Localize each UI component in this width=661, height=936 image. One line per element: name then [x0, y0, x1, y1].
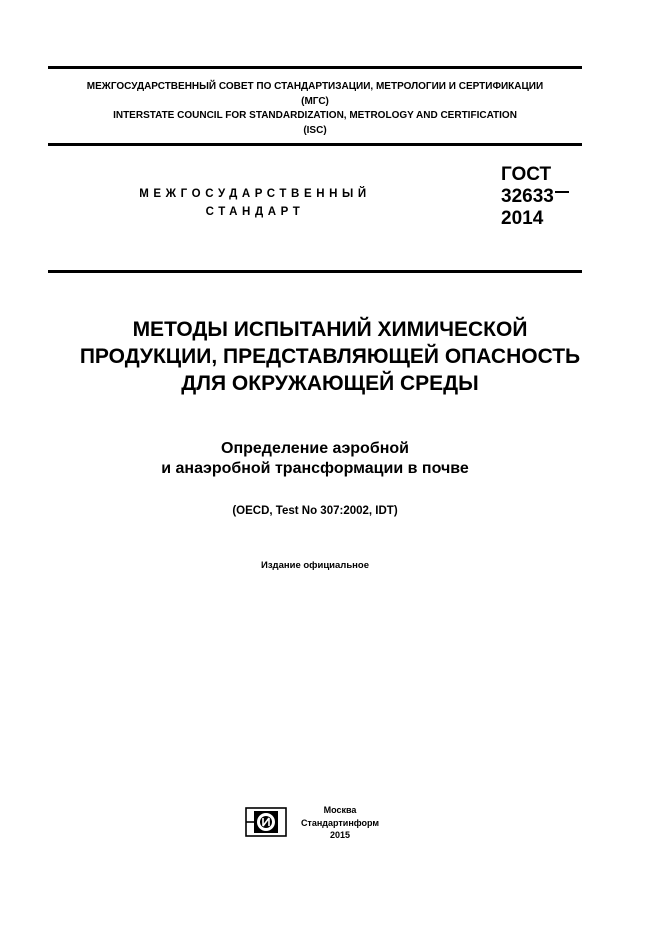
oecd-reference: (OECD, Test No 307:2002, IDT)	[232, 505, 398, 517]
gost-year: 2014	[501, 208, 544, 229]
document-title-line1: МЕТОДЫ ИСПЫТАНИЙ ХИМИЧЕСКОЙ	[132, 318, 528, 341]
standard-kind-line2: СТАНДАРТ	[205, 206, 305, 218]
designation-bottom-rule	[48, 270, 582, 273]
council-abbr-ru: (МГС)	[301, 95, 329, 107]
publisher-name: Стандартинформ	[300, 817, 380, 828]
document-subtitle	[60, 439, 570, 479]
document-subtitle-line2: и анаэробной трансформации в почве	[161, 460, 469, 477]
edition-note: Издание официальное	[261, 560, 369, 571]
council-name-en: INTERSTATE COUNCIL FOR STANDARDIZATION, METROLOGY AND CERTIFICATION	[113, 110, 517, 121]
header-bottom-rule	[48, 143, 582, 146]
council-name-ru: МЕЖГОСУДАРСТВЕННЫЙ СОВЕТ ПО СТАНДАРТИЗАЦИИ, МЕТРОЛОГИИ И СЕРТИФИКАЦИИ	[86, 81, 544, 92]
document-title-line3: ДЛЯ ОКРУЖАЮЩЕЙ СРЕДЫ	[181, 372, 479, 395]
document-title-line2: ПРОДУКЦИИ, ПРЕДСТАВЛЯЮЩЕЙ ОПАСНОСТЬ	[79, 345, 581, 368]
document-subtitle-line1: Определение аэробной	[221, 440, 409, 457]
document-title	[20, 316, 640, 397]
council-abbr-en: (ISC)	[303, 124, 327, 136]
publisher-year: 2015	[329, 830, 351, 840]
top-rule	[48, 66, 582, 69]
publisher-block	[290, 804, 390, 842]
publisher-city: Москва	[323, 805, 357, 815]
gost-label: ГОСТ	[501, 164, 552, 185]
gost-number: 32633	[501, 186, 554, 207]
council-header	[48, 80, 582, 138]
standartinform-logo-icon	[245, 807, 287, 837]
gost-dash	[555, 191, 569, 193]
standard-kind-line1: МЕЖГОСУДАРСТВЕННЫЙ	[139, 188, 371, 200]
gost-designation	[501, 164, 569, 230]
standard-kind	[120, 185, 390, 221]
